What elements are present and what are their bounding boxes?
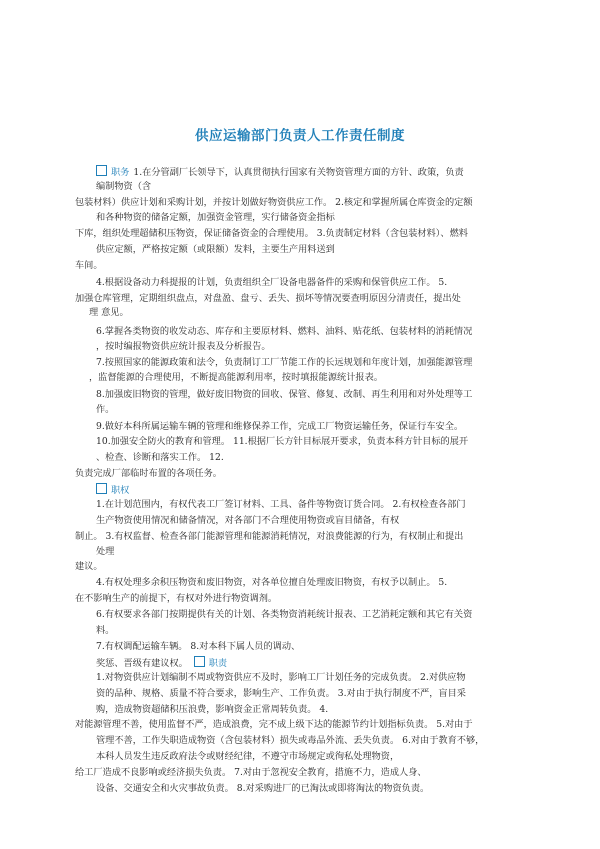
text-line: 生产物资使用情况和储备情况，对各部门不合理使用物资或盲目储备，有权	[96, 515, 400, 526]
text-line: 7.按照国家的能源政策和法令，负责制订工厂节能工作的长远规划和年度计划，加强能源管理	[96, 357, 473, 368]
text-line: 管理不善，工作失职造成物资（含包装材料）损失或毒品外流、丢失负责。 6.对由于教育不够，	[96, 735, 485, 746]
text-line: 下库，组织处理超储积压物资，保证储备资金的合理使用。 3.负责制定材料（含包装材料）、燃料	[75, 228, 468, 239]
duties-text: 1.在分管副厂长领导下，认真贯彻执行国家有关物资管理方面的方针、政策，负责	[133, 167, 464, 178]
text-line: 在不影响生产的前提下，有权对外进行物资调剂。	[75, 593, 278, 604]
text-line: 对能源管理不善，使用监督不严，造成浪费，完不成上级下达的能源节约计划指标负责。 5.对由于	[75, 719, 473, 730]
checkbox-icon	[96, 483, 107, 494]
rights-heading: 职权	[111, 485, 130, 496]
text-line: 6.有权要求各部门按期提供有关的计划、各类物资消耗统计报表、工艺消耗定额和其它有关资	[96, 609, 473, 620]
text-line: 10.加强安全防火的教育和管理。 11.根据厂长方针目标展开要求，负责本科方针目标的展开	[96, 436, 469, 447]
text-line: 设备、交通安全和火灾事故负责。 8.对采购进厂的已淘汰或即将淘汰的物资负责。	[96, 783, 430, 794]
text-line: 加强仓库管理，定期组织盘点，对盘盈、盘亏、丢失、损坏等情况要查明原因分清责任，提出处	[75, 293, 461, 304]
text-line: 、检查、诊断和落实工作。 12.	[96, 452, 224, 463]
text-line: 制止。 3.有权监督、检查各部门能源管理和能源消耗情况，对浪费能源的行为，有权制止和提出	[75, 531, 464, 542]
text-line: 4.根据设备动力科提报的计划，负责组织全厂设备电器备件的采购和保管供应工作。 5.	[96, 277, 448, 288]
checkbox-icon	[96, 165, 107, 176]
text-line: 给工厂造成不良影响或经济损失负责。 7.对由于忽视安全教育，措施不力，造成人身、	[75, 767, 427, 778]
document-title: 供应运输部门负责人工作责任制度	[195, 128, 405, 144]
text-line: 4.有权处理多余积压物资和废旧物资，对各单位擅自处理废旧物资，有权予以制止。 5.	[96, 577, 448, 588]
text-line: 包装材料）供应计划和采购计划，并按计划做好物资供应工作。 2.核定和掌握所属仓库资金的定额	[75, 197, 473, 208]
text-line: 1.对物资供应计划编制不周或物资供应不及时，影响工厂计划任务的完成负责。 2.对供应物	[96, 672, 466, 683]
text-line: 本科人员发生违反政府法令或财经纪律，不遵守市场规定或徇私处理物资，	[96, 751, 400, 762]
resp-heading: 职责	[208, 658, 228, 669]
text-line: 和各种物资的储备定额，加强资金管理，实行储备资金指标	[96, 212, 335, 223]
text-line: 购，造成物资超储积压浪费，影响资金正常周转负责。 4.	[96, 704, 329, 715]
duties-heading: 职务	[111, 167, 130, 178]
text-line: 奖惩、晋级有建议权。	[96, 658, 188, 669]
text-line: 编制物资（含	[96, 181, 152, 192]
text-line: 9.做好本科所属运输车辆的管理和维修保养工作，完成工厂物资运输任务，保证行车安全。	[96, 421, 464, 432]
text-line: ，按时编报物资供应统计报表及分析报告。	[96, 341, 271, 352]
text-line: 处理	[96, 546, 115, 557]
text-line: 8.加强废旧物资的管理，做好废旧物资的回收、保管、修复、改制、再生利用和对外处理等工	[96, 389, 473, 400]
text-line: 建议。	[75, 561, 103, 572]
text-line: 资的品种、规格、质量不符合要求，影响生产、工作负责。 3.对由于执行制度不严，盲目采	[96, 688, 466, 699]
text-line: 负责完成厂部临时布置的各项任务。	[75, 468, 222, 479]
text-line: 供应定额，严格按定额（或限额）发料，主要生产用料送到	[96, 244, 335, 255]
text-line: ，监督能源的合理使用，不断提高能源利用率，按时填报能源统计报表。	[89, 372, 383, 383]
checkbox-icon	[194, 656, 205, 667]
text-line: 料。	[96, 625, 115, 636]
text-line: 7.有权调配运输车辆。 8.对本科下属人员的调动、	[96, 641, 301, 652]
duties-first-line	[96, 165, 464, 179]
text-line: 车间。	[75, 260, 103, 271]
text-line: 理 意见。	[89, 307, 129, 318]
rights-heading-line	[96, 483, 133, 497]
resp-heading-line	[96, 656, 231, 670]
text-line: 作。	[96, 404, 115, 415]
text-line: 1.在计划范围内，有权代表工厂签订材料、工具、备件等物资订货合同。 2.有权检查各部门	[96, 499, 466, 510]
text-line: 6.掌握各类物资的收发动态、库存和主要原材料、燃料、油料、贴花纸、包装材料的消耗情况	[96, 326, 473, 337]
